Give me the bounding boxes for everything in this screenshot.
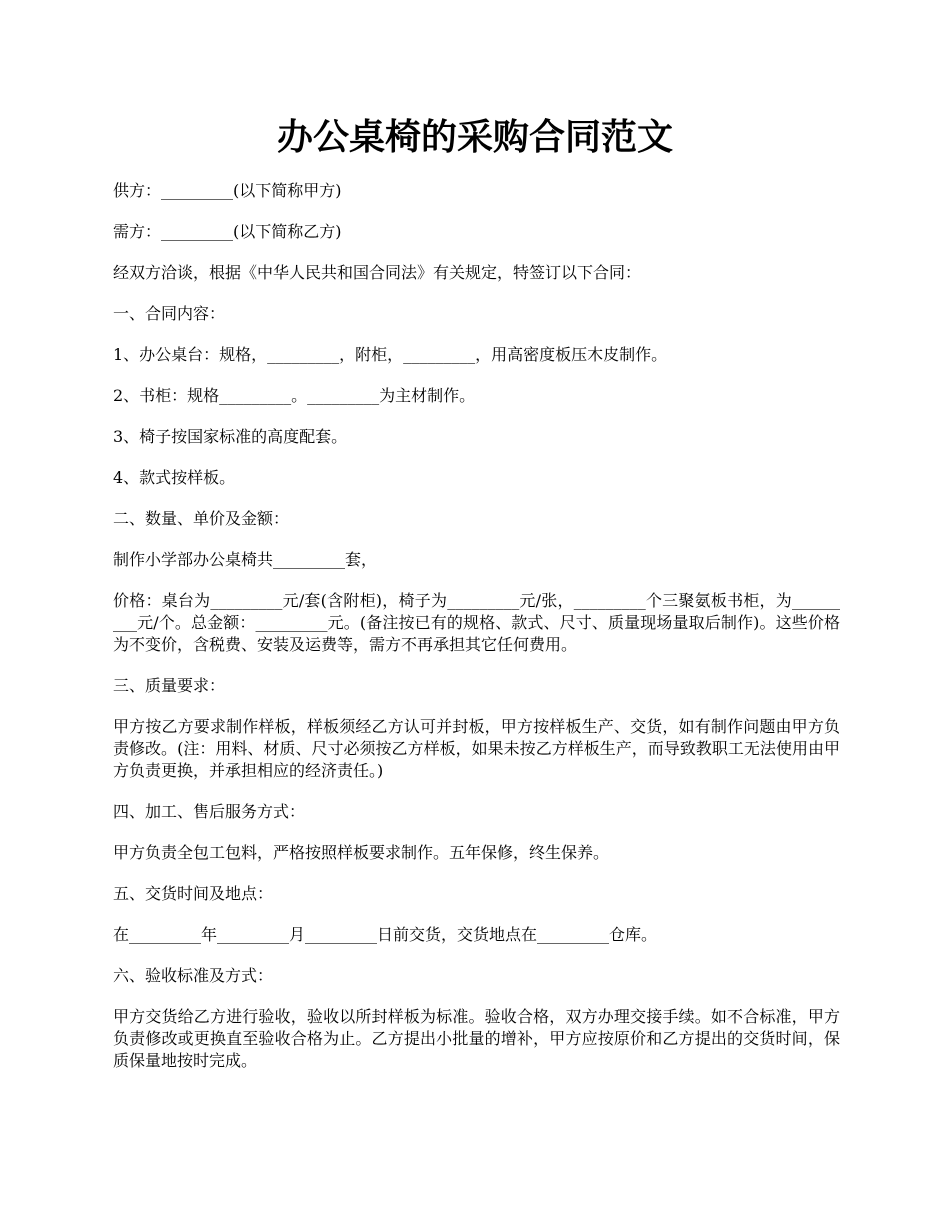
document-body bbox=[113, 180, 840, 1072]
section-heading-quantity-price: 二、数量、单价及金额： bbox=[113, 509, 290, 528]
section-heading-quality: 三、质量要求： bbox=[113, 676, 226, 695]
paragraph-quantity: 制作小学部办公桌椅共_________套， bbox=[113, 550, 378, 569]
section-heading-delivery: 五、交货时间及地点： bbox=[113, 884, 274, 903]
paragraph-service: 甲方负责全包工包料，严格按照样板要求制作。五年保修，终生保养。 bbox=[113, 843, 610, 862]
section-heading-service: 四、加工、售后服务方式： bbox=[113, 802, 306, 821]
section-heading-contract-content: 一、合同内容： bbox=[113, 304, 226, 323]
section-heading-acceptance: 六、验收标准及方式： bbox=[113, 966, 274, 985]
paragraph-desk: 1、办公桌台：规格，_________，附柜，_________，用高密度板压木皮制作。 bbox=[113, 345, 668, 364]
document-title: 办公桌椅的采购合同范文 bbox=[276, 116, 673, 158]
paragraph-chair: 3、椅子按国家标准的高度配套。 bbox=[113, 427, 348, 446]
paragraph-supplier: 供方：_________(以下简称甲方) bbox=[113, 181, 342, 200]
paragraph-style: 4、款式按样板。 bbox=[113, 468, 236, 487]
paragraph-price: 价格：桌台为_________元/套(含附柜)，椅子为_________元/张，_________个三聚氨板书柜，为_________元/个。总金额：_________元。(备注按已有的规格、款式、尺寸、质量现场量取后制作)。这些价格为不变价，含税费、安装及运费等，需方不再承担其它任何费用。 bbox=[113, 591, 840, 654]
paragraph-intro: 经双方洽谈，根据《中华人民共和国合同法》有关规定，特签订以下合同： bbox=[113, 263, 642, 282]
paragraph-acceptance: 甲方交货给乙方进行验收，验收以所封样板为标准。验收合格，双方办理交接手续。如不合标准，甲方负责修改或更换直至验收合格为止。乙方提出小批量的增补，甲方应按原价和乙方提出的交货时间，保质保量地按时完成。 bbox=[113, 1007, 840, 1070]
paragraph-bookcase: 2、书柜：规格_________。_________为主材制作。 bbox=[113, 386, 476, 405]
paragraph-quality: 甲方按乙方要求制作样板，样板须经乙方认可并封板，甲方按样板生产、交货，如有制作问题由甲方负责修改。(注：用料、材质、尺寸必须按乙方样板，如果未按乙方样板生产，而导致教职工无法使用由甲方负责更换，并承担相应的经济责任。) bbox=[113, 717, 840, 780]
paragraph-buyer: 需方：_________(以下简称乙方) bbox=[113, 222, 342, 241]
paragraph-delivery: 在_________年_________月_________日前交货，交货地点在_________仓库。 bbox=[113, 925, 658, 944]
